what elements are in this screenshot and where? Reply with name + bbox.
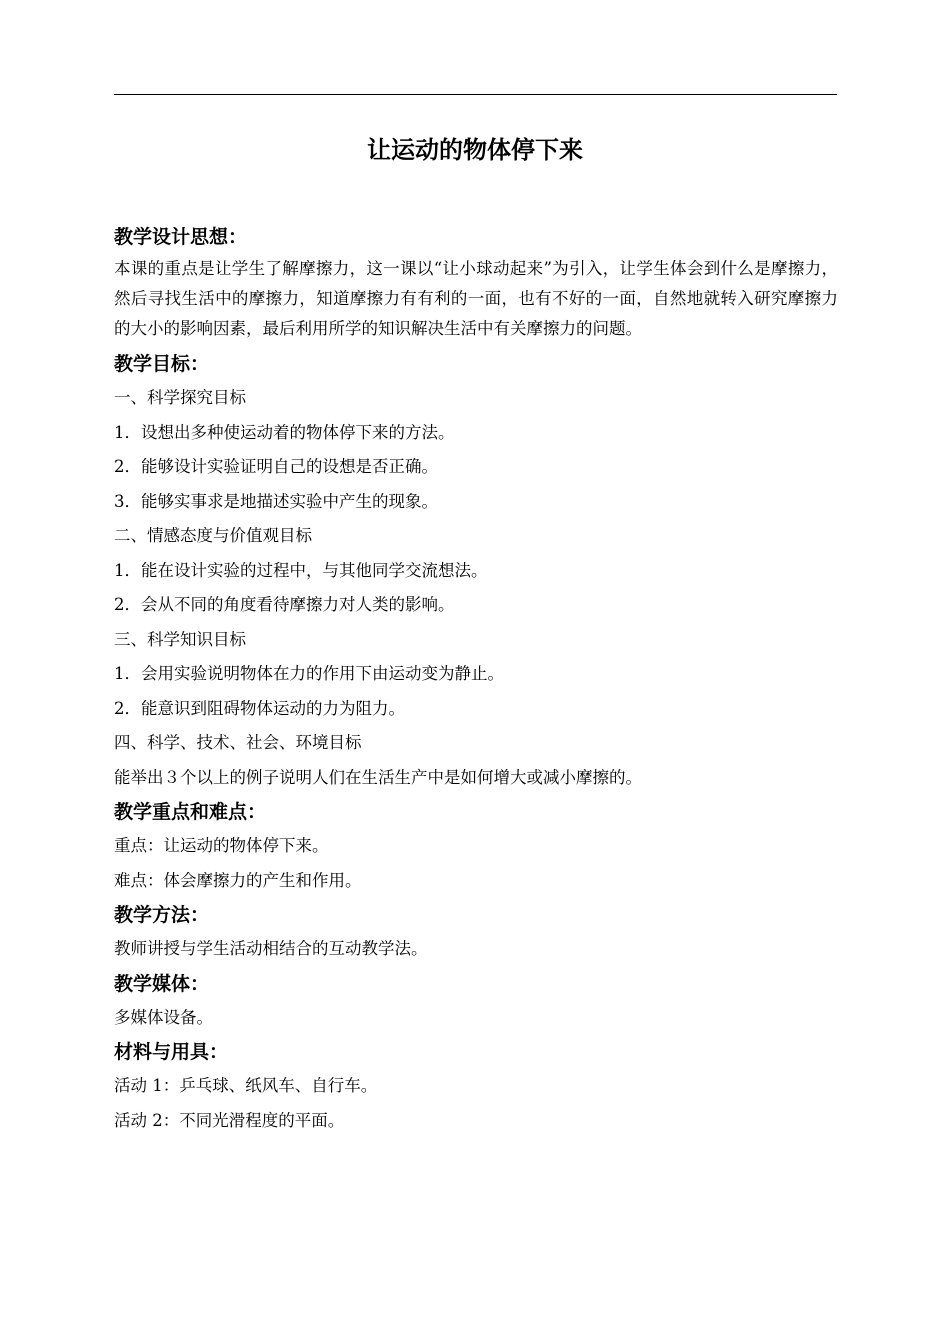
goals-line: 1．会用实验说明物体在力的作用下由运动变为静止。 [114, 664, 504, 683]
design-paragraph: 本课的重点是让学生了解摩擦力，这一课以“让小球动起来”为引入，让学生体会到什么是摩擦力，然后寻找生活中的摩擦力，知道摩擦力有有利的一面，也有不好的一面，自然地就转入研究摩擦力的大小的影响因素，最后利用所学的知识解决生活中有关摩擦力的问题。 [114, 259, 838, 338]
goals-line: 1．能在设计实验的过程中，与其他同学交流想法。 [114, 560, 488, 580]
goals-line: 四、科学、技术、社会、环境目标 [114, 733, 362, 752]
document-body [114, 220, 838, 1138]
goals-line: 2．会从不同的角度看待摩擦力对人类的影响。 [114, 595, 455, 614]
goals-line: 2．能够设计实验证明自己的设想是否正确。 [114, 457, 438, 476]
goals-line: 二、情感态度与价值观目标 [114, 526, 312, 545]
document-title: 让运动的物体停下来 [367, 136, 583, 164]
design-heading: 教学设计思想： [114, 226, 248, 248]
materials-line: 活动 1：乒乓球、纸风车、自行车。 [114, 1076, 378, 1095]
media-heading: 教学媒体： [114, 972, 210, 995]
keypoints-line: 难点：体会摩擦力的产生和作用。 [114, 870, 362, 890]
goals-line: 三、科学知识目标 [114, 629, 246, 649]
goals-line: 能举出３个以上的例子说明人们在生活生产中是如何增大或减小摩擦的。 [114, 767, 642, 787]
goals-line: 3．能够实事求是地描述实验中产生的现象。 [114, 491, 438, 511]
goals-line: 1．设想出多种使运动着的物体停下来的方法。 [114, 422, 455, 442]
method-heading: 教学方法： [114, 904, 210, 926]
goals-line: 一、科学探究目标 [114, 388, 246, 407]
media-line: 多媒体设备。 [114, 1007, 213, 1027]
materials-line: 活动 2：不同光滑程度的平面。 [114, 1110, 345, 1130]
keypoints-line: 重点：让运动的物体停下来。 [114, 836, 329, 855]
method-line: 教师讲授与学生活动相结合的互动教学法。 [114, 939, 428, 958]
goals-line: 2．能意识到阻碍物体运动的力为阻力。 [114, 698, 405, 718]
header-rule [114, 94, 837, 95]
materials-heading: 材料与用具： [114, 1041, 229, 1063]
goals-heading: 教学目标： [114, 353, 210, 375]
keypoints-heading: 教学重点和难点： [114, 801, 267, 823]
